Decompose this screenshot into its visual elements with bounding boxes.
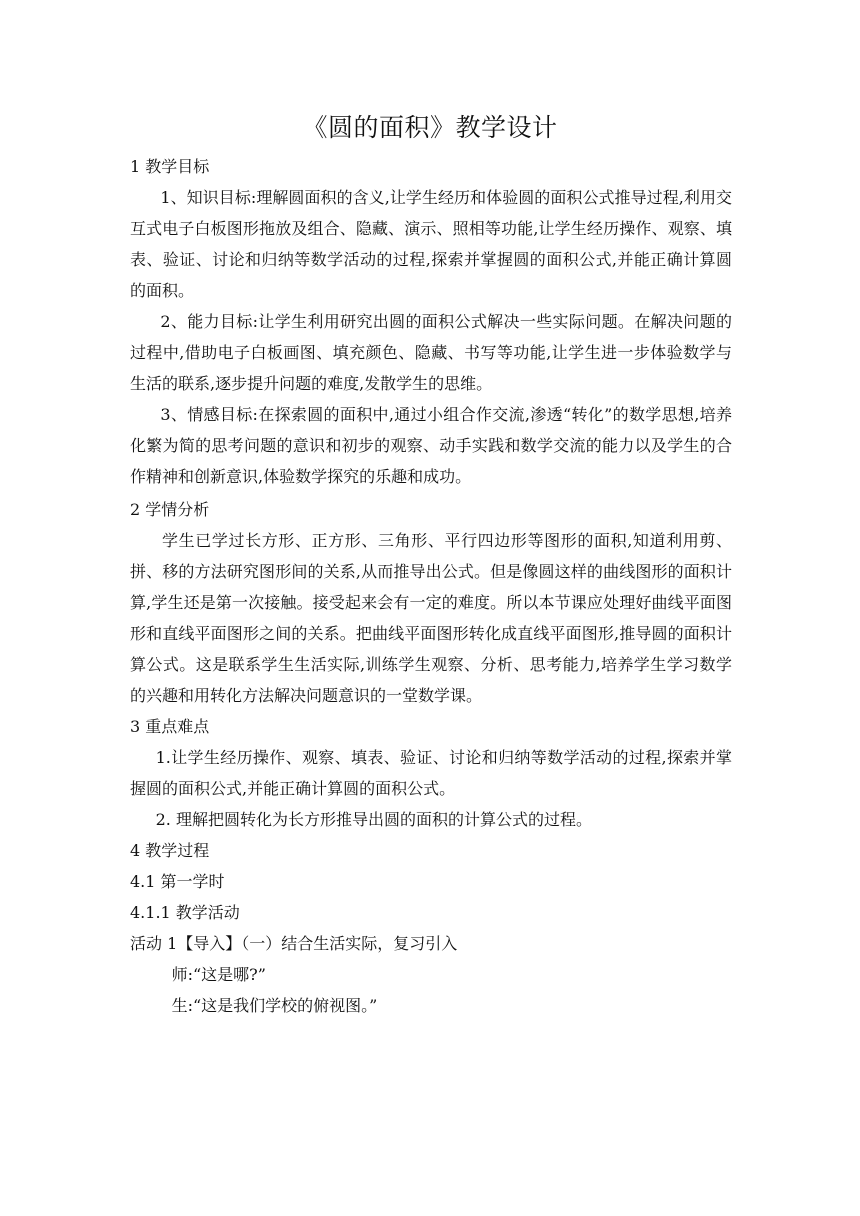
- paragraph-key-point-2: 2. 理解把圆转化为长方形推导出圆的面积的计算公式的过程。: [155, 810, 592, 829]
- section-heading-learning-analysis: 2 学情分析: [130, 500, 210, 519]
- paragraph-ability-goal: 2、能力目标:让学生利用研究出圆的面积公式解决一些实际问题。在解决问题的过程中,借助电子白板画图、填充颜色、隐藏、书写等功能,让学生进一步体验数学与生活的联系,逐步提升问题的难度,发散学生的思维。: [130, 312, 732, 393]
- teacher-dialogue-line: 师:“这是哪?”: [171, 965, 266, 984]
- subheading-teaching-activity: 4.1.1 教学活动: [130, 903, 240, 922]
- student-dialogue-line: 生:“这是我们学校的俯视图。”: [171, 996, 378, 1015]
- document-body: [130, 151, 732, 1021]
- paragraph-learning-analysis: 学生已学过长方形、正方形、三角形、平行四边形等图形的面积,知道利用剪、拼、移的方法研究图形间的关系,从而推导出公式。但是像圆这样的曲线图形的面积计算,学生还是第一次接触。接受起来会有一定的难度。所以本节课应处理好曲线平面图形和直线平面图形之间的关系。把曲线平面图形转化成直线平面图形,推导圆的面积计算公式。这是联系学生生活实际,训练学生观察、分析、思考能力,培养学生学习数学的兴趣和用转化方法解决问题意识的一堂数学课。: [130, 531, 732, 705]
- activity-1-title: 活动 1【导入】（一）结合生活实际，复习引入: [130, 934, 458, 953]
- document-title: 《圆的面积》教学设计: [302, 113, 558, 142]
- subheading-first-lesson: 4.1 第一学时: [130, 872, 225, 891]
- paragraph-emotion-goal: 3、情感目标:在探索圆的面积中,通过小组合作交流,渗透“转化”的数学思想,培养化繁为简的思考问题的意识和初步的观察、动手实践和数学交流的能力以及学生的合作精神和创新意识,体验数学探究的乐趣和成功。: [130, 405, 732, 486]
- section-heading-teaching-goals: 1 教学目标: [130, 157, 210, 176]
- section-heading-teaching-process: 4 教学过程: [130, 841, 210, 860]
- section-heading-key-points: 3 重点难点: [130, 717, 210, 736]
- paragraph-knowledge-goal: 1、知识目标:理解圆面积的含义,让学生经历和体验圆的面积公式推导过程,利用交互式电子白板图形拖放及组合、隐藏、演示、照相等功能,让学生经历操作、观察、填表、验证、讨论和归纳等数学活动的过程,探索并掌握圆的面积公式,并能正确计算圆的面积。: [130, 188, 732, 300]
- paragraph-key-point-1: 1.让学生经历操作、观察、填表、验证、讨论和归纳等数学活动的过程,探索并掌握圆的面积公式,并能正确计算圆的面积公式。: [130, 748, 732, 798]
